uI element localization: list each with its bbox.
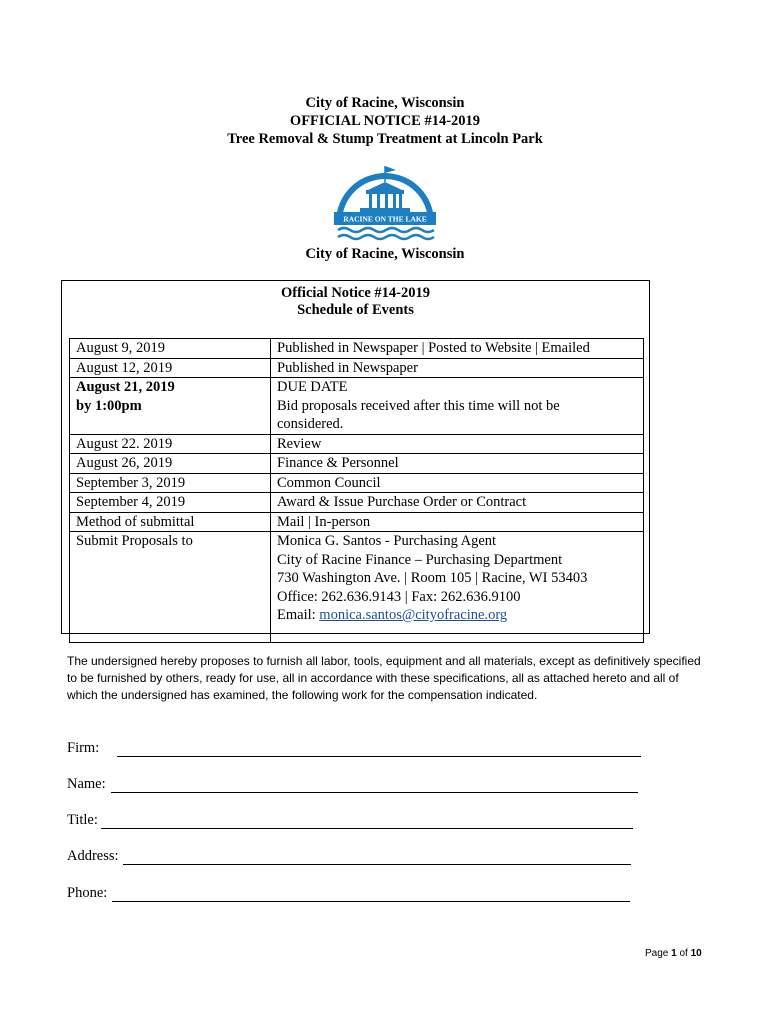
contact-phone: Office: 262.636.9143 | Fax: 262.636.9100 xyxy=(277,588,521,605)
table-row xyxy=(70,434,644,454)
due-date-label: DUE DATE xyxy=(277,379,348,395)
logo-text: RACINE ON THE LAKE xyxy=(343,214,427,224)
title-field[interactable] xyxy=(67,812,633,829)
event-description: Published in Newspaper xyxy=(271,358,644,378)
event-date: August 26, 2019 xyxy=(70,454,271,474)
firm-field[interactable] xyxy=(67,740,641,757)
table-row xyxy=(70,339,644,359)
subheader-city: City of Racine, Wisconsin xyxy=(305,246,465,262)
due-date-note: Bid proposals received after this time will not be xyxy=(277,397,560,414)
due-date: August 21, 2019 xyxy=(76,379,175,395)
event-description xyxy=(271,532,644,643)
address-field[interactable] xyxy=(67,848,631,865)
event-date: Submit Proposals to xyxy=(70,532,271,643)
table-row xyxy=(70,532,644,643)
event-date: August 22. 2019 xyxy=(70,434,271,454)
page-number xyxy=(645,948,702,959)
schedule-notice-title: Official Notice #14-2019 xyxy=(281,285,430,301)
table-row xyxy=(70,493,644,513)
phone-line[interactable] xyxy=(112,887,630,902)
name-line[interactable] xyxy=(111,778,638,793)
table-row xyxy=(70,358,644,378)
event-date: September 4, 2019 xyxy=(70,493,271,513)
event-date xyxy=(70,378,271,435)
schedule-title: Schedule of Events xyxy=(297,302,414,318)
due-date-note-cont: considered. xyxy=(277,416,344,432)
email-label: Email: xyxy=(277,607,320,623)
contact-name: Monica G. Santos - Purchasing Agent xyxy=(277,533,497,549)
page-prefix: Page xyxy=(645,948,672,959)
event-date: August 9, 2019 xyxy=(70,339,271,359)
address-label: Address: xyxy=(67,848,119,864)
firm-label: Firm: xyxy=(67,740,100,756)
total-pages: 10 xyxy=(690,948,702,959)
contact-email xyxy=(277,606,637,625)
title-line[interactable] xyxy=(101,814,633,829)
event-description: Mail | In-person xyxy=(271,512,644,532)
event-date: Method of submittal xyxy=(70,512,271,532)
phone-field[interactable] xyxy=(67,885,630,902)
address-line[interactable] xyxy=(123,850,631,865)
table-row xyxy=(70,512,644,532)
table-row xyxy=(70,454,644,474)
contact-department: City of Racine Finance – Purchasing Department xyxy=(277,551,563,568)
title-label: Title: xyxy=(67,812,98,828)
notice-number: OFFICIAL NOTICE #14-2019 xyxy=(289,113,481,129)
notice-title: Tree Removal & Stump Treatment at Lincoln Park xyxy=(227,131,543,147)
event-date: August 12, 2019 xyxy=(70,358,271,378)
event-description xyxy=(271,378,644,435)
event-description: Common Council xyxy=(271,473,644,493)
racine-logo xyxy=(330,160,440,242)
email-link[interactable]: monica.santos@cityofracine.org xyxy=(319,607,508,623)
due-time: by 1:00pm xyxy=(76,397,142,414)
table-row xyxy=(70,378,644,435)
phone-label: Phone: xyxy=(67,885,108,901)
current-page: 1 xyxy=(671,948,677,959)
schedule-box xyxy=(61,280,650,634)
firm-line[interactable] xyxy=(117,742,641,757)
proposal-paragraph: The undersigned hereby proposes to furnish all labor, tools, equipment and all materials, except as definitively specified to be furnished by others, ready for use, all in accordance with these specifications, all as attached hereto and all of which the undersigned has examined, the following work for the compensation indicated. xyxy=(67,654,701,702)
page-of: of xyxy=(676,948,691,959)
event-description: Published in Newspaper | Posted to Website | Emailed xyxy=(271,339,644,359)
name-label: Name: xyxy=(67,776,106,792)
event-description: Review xyxy=(271,434,644,454)
name-field[interactable] xyxy=(67,776,638,793)
event-description: Finance & Personnel xyxy=(271,454,644,474)
table-row xyxy=(70,473,644,493)
schedule-table xyxy=(69,338,644,643)
contact-address: 730 Washington Ave. | Room 105 | Racine, WI 53403 xyxy=(277,570,588,586)
event-date: September 3, 2019 xyxy=(70,473,271,493)
notice-city: City of Racine, Wisconsin xyxy=(305,95,465,111)
event-description: Award & Issue Purchase Order or Contract xyxy=(271,493,644,513)
